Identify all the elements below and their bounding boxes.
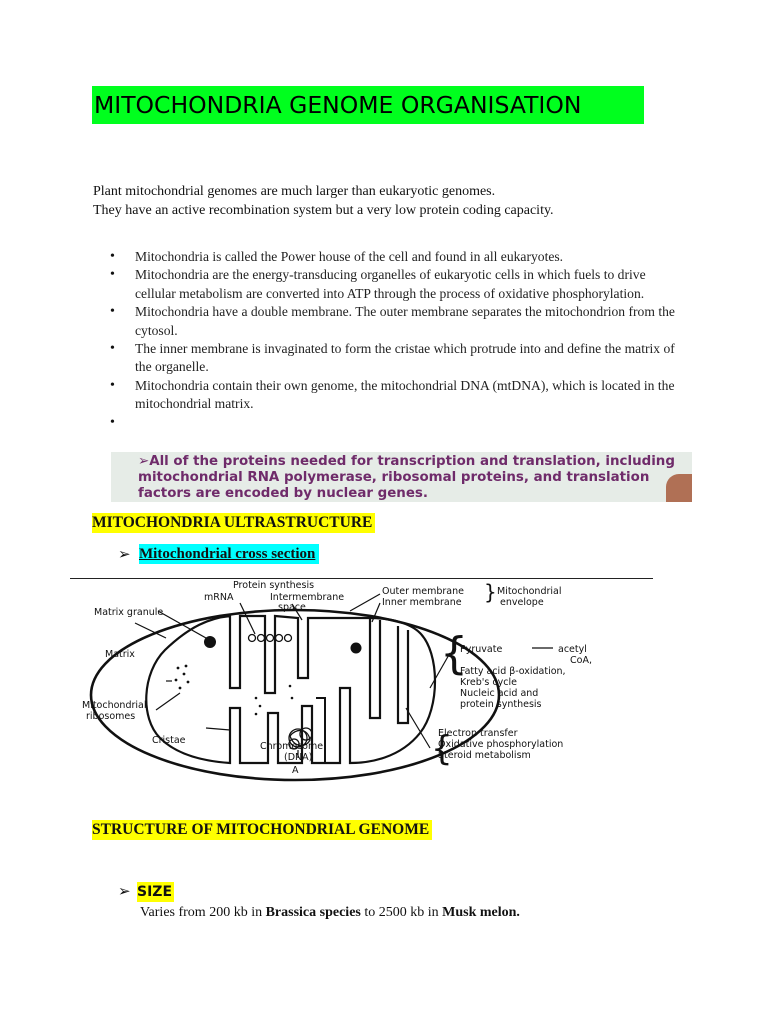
crista-shape	[370, 618, 380, 718]
label-protein-synthesis: Protein synthesis	[233, 580, 315, 591]
size-text-mid: to 2500 kb in	[360, 905, 443, 920]
label-dna: (DNA)	[284, 752, 313, 763]
musk-melon: Musk melon.	[442, 905, 520, 920]
label-krebs-cycle: Kreb's cycle	[460, 677, 517, 688]
label-electron-transfer: Electron transfer	[438, 728, 518, 739]
label-steroid-metabolism: Steroid metabolism	[438, 750, 531, 761]
ultrastructure-heading: MITOCHONDRIA ULTRASTRUCTURE	[92, 513, 375, 533]
label-ribosomes: ribosomes	[86, 711, 136, 722]
size-description	[140, 904, 520, 922]
label-oxidative-phosphorylation: Oxidative phosphorylation	[438, 739, 564, 750]
brace-icon: }	[484, 580, 497, 604]
arrow-bullet-icon: ➢	[118, 884, 131, 900]
label-coa: CoA,	[570, 655, 592, 666]
bullet-list	[110, 248, 680, 432]
bullet-item: • Mitochondria have a double membrane. The outer membrane separates the mitochondrion from the cytosol.	[110, 303, 680, 340]
bullet-item: • The inner membrane is invaginated to form the cristae which protrude into and define the matrix of the organelle.	[110, 340, 680, 377]
intro-line-1: Plant mitochondrial genomes are much larger than eukaryotic genomes.	[93, 184, 496, 199]
label-matrix-granule: Matrix granule	[94, 607, 164, 618]
mitochondrion-diagram	[80, 578, 658, 790]
label-chromosome: Chromosome	[260, 741, 324, 752]
label-space: space	[278, 602, 306, 613]
presenter-thumbnail	[666, 474, 692, 502]
cross-section-heading: Mitochondrial cross section	[139, 544, 319, 564]
brassica-species: Brassica species	[265, 905, 361, 920]
brace-icon: {	[440, 628, 468, 679]
label-inner-membrane: Inner membrane	[382, 597, 462, 608]
label-mrna: mRNA	[204, 592, 234, 603]
label-cristae: Cristae	[152, 735, 186, 746]
bullet-item: • Mitochondria are the energy-transducing organelles of eukaryotic cells in which fuels to drive cellular metabolism are converted into ATP through the process of oxidative phosphorylation.	[110, 266, 680, 303]
label-envelope: envelope	[500, 597, 544, 608]
label-acetyl: acetyl	[558, 644, 587, 655]
intro-line-2: They have an active recombination system but a very low protein coding capacity.	[93, 203, 554, 218]
brace-icon: {	[431, 729, 453, 769]
label-panel-a: A	[292, 765, 299, 776]
genome-structure-heading: STRUCTURE OF MITOCHONDRIAL GENOME	[92, 820, 432, 840]
label-nucleic-acid: Nucleic acid and	[460, 688, 539, 699]
crista-shape	[316, 698, 325, 763]
bullet-item: • Mitochondria is called the Power house of the cell and found in all eukaryotes.	[110, 248, 680, 266]
arrow-bullet-icon: ➢	[118, 547, 131, 563]
label-matrix: Matrix	[105, 649, 135, 660]
label-mitochondrial-envelope: Mitochondrial	[497, 586, 562, 597]
bullet-item: • Mitochondria contain their own genome, the mitochondrial DNA (mtDNA), which is located in the mitochondrial matrix.	[110, 377, 680, 414]
size-text-pre: Varies from 200 kb in	[140, 905, 266, 920]
bullet-item	[110, 414, 680, 432]
label-mitochondrial-ribosomes: Mitochondrial	[82, 700, 147, 711]
label-intermembrane: Intermembrane	[270, 592, 345, 603]
label-fatty-acid: Fatty acid β-oxidation,	[460, 666, 566, 677]
size-heading: SIZE	[137, 884, 173, 900]
label-outer-membrane: Outer membrane	[382, 586, 464, 597]
label-pyruvate: Pyruvate	[460, 644, 503, 655]
slide-excerpt-image	[111, 452, 692, 502]
mrna-ribosome-beads	[249, 635, 292, 642]
matrix-granule-dot	[351, 643, 362, 654]
label-protein-synthesis-2: protein synthesis	[460, 699, 542, 710]
slide-excerpt-text: ➢All of the proteins needed for transcription and translation, including mitochondrial RNA polymerase, ribosomal proteins, and translation factors are encoded by nuclear genes.	[138, 454, 675, 502]
page-title: MITOCHONDRIA GENOME ORGANISATION	[92, 86, 644, 124]
